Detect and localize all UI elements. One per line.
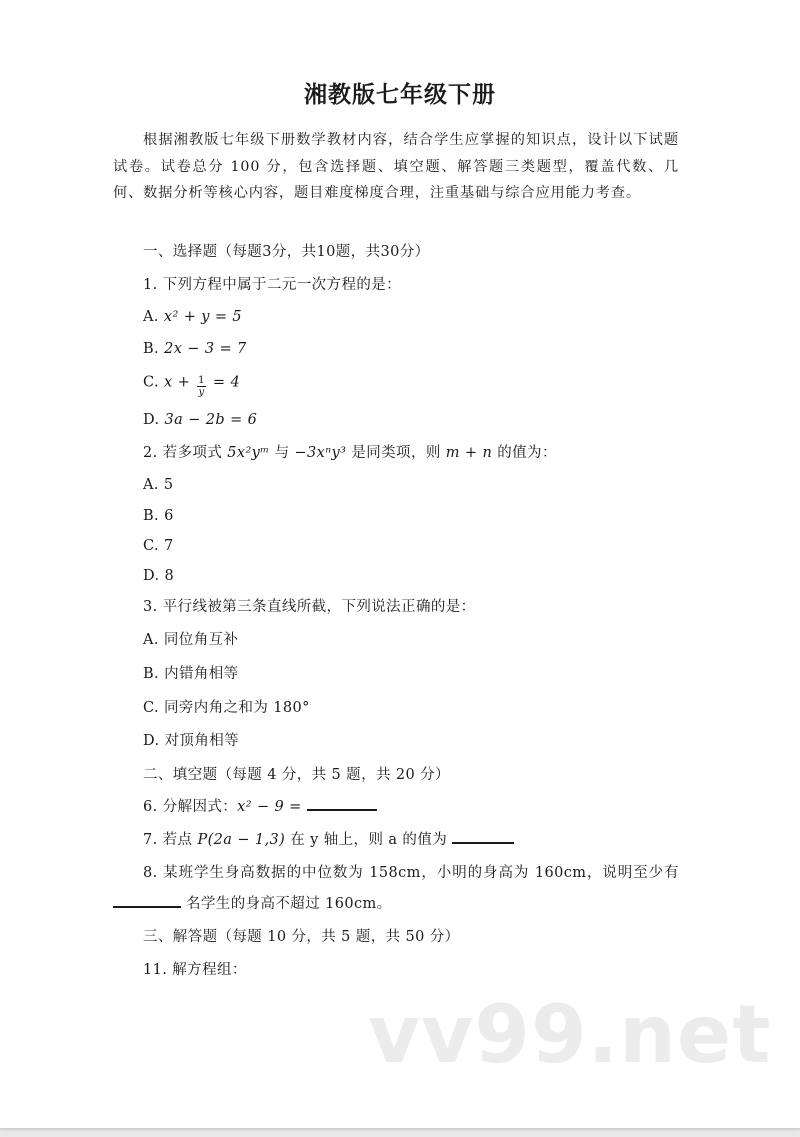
question-3-option-a: A. 同位角互补: [143, 632, 239, 648]
section-3-heading: 三、解答题（每题 10 分，共 5 题，共 50 分）: [143, 929, 460, 945]
option-math: x² + y = 5: [163, 309, 243, 325]
option-math: 2x − 3 = 7: [164, 341, 247, 357]
section-1-heading: 一、选择题（每题3分，共10题，共30分）: [143, 244, 430, 260]
fraction-numerator: 1: [198, 375, 205, 386]
option-math: 3a − 2b = 6: [164, 412, 258, 428]
question-1-option-b: [143, 339, 247, 359]
question-6: [143, 797, 377, 817]
question-3-stem: 3. 平行线被第三条直线所截，下列说法正确的是：: [143, 599, 476, 615]
question-11-stem: 11. 解方程组：: [143, 962, 247, 978]
document-title: 湘教版七年级下册: [304, 82, 496, 108]
question-2-option-b: B. 6: [143, 508, 174, 524]
watermark-text: vv99.net: [368, 988, 772, 1081]
question-1-stem: 1. 下列方程中属于二元一次方程的是：: [143, 277, 402, 293]
stem-text: 名学生的身高不超过 160cm。: [181, 896, 392, 912]
intro-paragraph: 根据湘教版七年级下册数学教材内容，结合学生应掌握的知识点，设计以下试题试卷。试卷总分 100 分，包含选择题、填空题、解答题三类题型，覆盖代数、几何、数据分析等核心内容，题目难度梯度合理，注重基础与综合应用能力考查。: [113, 132, 679, 201]
question-2-option-a: A. 5: [143, 477, 174, 493]
option-label: B.: [143, 341, 165, 357]
question-2-option-c: C. 7: [143, 538, 174, 554]
answer-blank: [113, 902, 181, 908]
question-3-option-b: B. 内错角相等: [143, 666, 239, 682]
question-2-option-d: D. 8: [143, 568, 175, 584]
option-label: D.: [143, 412, 165, 428]
question-8: [113, 858, 679, 920]
math-term: x² − 9 =: [237, 799, 307, 815]
option-label: A.: [143, 309, 164, 325]
stem-text: 与: [269, 445, 295, 461]
stem-text: 的值为：: [492, 445, 557, 461]
question-7: [143, 830, 514, 850]
stem-text: 7. 若点: [143, 832, 198, 848]
answer-blank: [307, 805, 377, 811]
stem-text: 是同类项，则: [346, 445, 446, 461]
question-3-option-c: C. 同旁内角之和为 180°: [143, 700, 310, 716]
question-3-option-d: D. 对顶角相等: [143, 733, 240, 749]
option-math-right: = 4: [207, 374, 241, 391]
math-term: −3xⁿy³: [294, 445, 347, 461]
option-label: C.: [143, 374, 164, 391]
stem-text: 2. 若多项式: [143, 445, 228, 461]
fraction: [197, 375, 206, 398]
math-term: m + n: [445, 445, 493, 461]
stem-text: 8. 某班学生身高数据的中位数为 158cm，小明的身高为 160cm，说明至少有: [143, 865, 679, 881]
fraction-denominator: y: [198, 387, 205, 398]
section-2-heading: 二、填空题（每题 4 分，共 5 题，共 20 分）: [143, 767, 450, 783]
stem-text: 6. 分解因式：: [143, 799, 238, 815]
question-1-option-d: [143, 410, 257, 430]
question-1-option-a: [143, 307, 242, 327]
question-2-stem: [143, 443, 557, 463]
question-1-option-c: [143, 371, 241, 398]
stem-text: 在 y 轴上，则 a 的值为: [285, 832, 453, 848]
math-term: 5x²yᵐ: [227, 445, 270, 461]
option-math-left: x +: [164, 374, 196, 391]
math-term: P(2a − 1,3): [197, 832, 286, 848]
answer-blank: [452, 838, 514, 844]
